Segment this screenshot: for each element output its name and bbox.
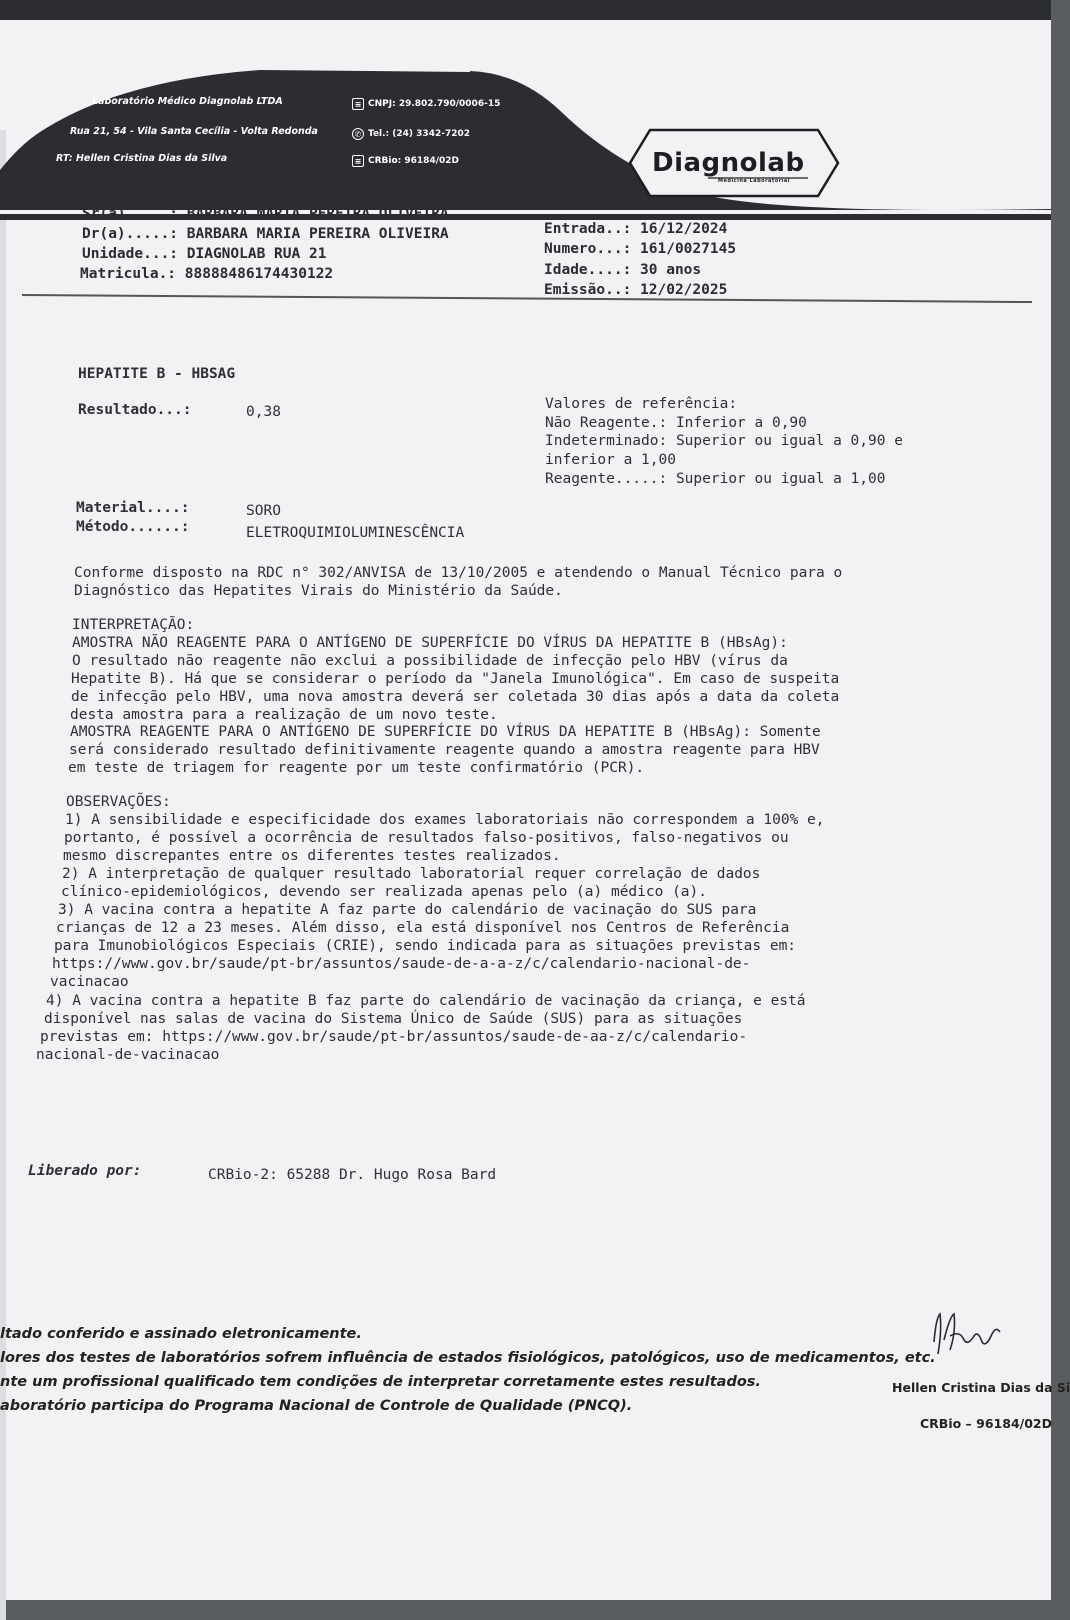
exam-title: HEPATITE B - HBSAG [78, 366, 236, 382]
body-line: disponível nas salas de vacina do Sistema Único de Saúde (SUS) para as situações [44, 1011, 743, 1027]
reference-line-1: Valores de referência: [545, 396, 738, 412]
result-label: Resultado...: [78, 402, 192, 418]
certificate-icon: ≡ [352, 155, 364, 167]
body-line: AMOSTRA NÃO REAGENTE PARA O ANTÍGENO DE SUPERFÍCIE DO VÍRUS DA HEPATITE B (HBsAg): [72, 635, 788, 651]
body-line: para Imunobiológicos Especiais (CRIE), sendo indicada para as situações previstas em: [54, 938, 797, 954]
body-line: 4) A vacina contra a hepatite B faz parte do calendário de vacinação da criança, e está [46, 993, 806, 1009]
body-line: em teste de triagem for reagente por um teste confirmatório (PCR). [68, 760, 645, 776]
patient-idade: Idade....: 30 anos [544, 262, 702, 278]
body-line: Diagnóstico das Hepatites Virais do Ministério da Saúde. [74, 583, 563, 599]
body-line: mesmo discrepantes entre os diferentes testes realizados. [63, 848, 561, 864]
logo-text: Diagnolab [652, 148, 805, 178]
lab-rt: RT: Hellen Cristina Dias da Silva [56, 153, 228, 164]
tel-text: Tel.: (24) 3342-7202 [368, 129, 471, 139]
diagnolab-logo [628, 128, 840, 198]
interpretation-heading: INTERPRETAÇÃO: [72, 617, 195, 633]
header-band [0, 20, 1051, 220]
patient-entrada: Entrada..: 16/12/2024 [544, 221, 728, 237]
footer-line: lores dos testes de laboratórios sofrem influência de estados fisiológicos, patológicos, uso de medicamentos, etc. [0, 1350, 936, 1366]
patient-matricula: Matricula.: 8888848617443012​2 [80, 266, 334, 282]
handwritten-signature [920, 1310, 1010, 1360]
body-line: 3) A vacina contra a hepatite A faz parte do calendário de vacinação do SUS para [58, 902, 757, 918]
page-edge-shadow [0, 130, 6, 1620]
patient-dr: Dr(a).....: BARBARA MARIA PEREIRA OLIVEIRA [82, 226, 449, 242]
signer-crbio: CRBio – 96184/02D [920, 1416, 1052, 1431]
reference-line-3: Indeterminado: Superior ou igual a 0,90 e [545, 433, 903, 449]
cnpj-text: CNPJ: 29.802.790/0006-15 [368, 99, 501, 109]
patient-numero: Numero...: 161/0027145 [544, 241, 737, 257]
body-line: Conforme disposto na RDC n° 302/ANVISA de 13/10/2005 e atendendo o Manual Técnico para o [74, 565, 843, 581]
released-by-value: CRBio-2: 65288 Dr. Hugo Rosa Bard [208, 1167, 497, 1183]
body-line: 1) A sensibilidade e especificidade dos exames laboratoriais não correspondem a 100% e, [65, 812, 825, 828]
body-line: https://www.gov.br/saude/pt-br/assuntos/saude-de-a-a-z/c/calendario-nacional-de- [52, 956, 751, 972]
method-label: Método......: [76, 519, 190, 535]
reference-line-5: Reagente.....: Superior ou igual a 1,00 [545, 471, 886, 487]
body-line: portanto, é possível a ocorrência de resultados falso-positivos, falso-negativos ou [64, 830, 789, 846]
lab-address: Rua 21, 54 - Vila Santa Cecília - Volta Redonda [70, 126, 318, 137]
released-by-label: Liberado por: [28, 1163, 142, 1179]
body-line: Hepatite B). Há que se considerar o período da "Janela Imunológica". Em caso de suspeita [71, 671, 840, 687]
material-label: Material....: [76, 500, 190, 516]
logo-subtitle: Medicina Laboratorial [718, 178, 791, 184]
reference-line-2: Não Reagente.: Inferior a 0,90 [545, 415, 807, 431]
body-line: será considerado resultado definitivamente reagente quando a amostra reagente para HBV [69, 742, 820, 758]
body-line: clínico-epidemiológicos, devendo ser realizada apenas pelo (a) médico (a). [61, 884, 708, 900]
patient-divider [22, 294, 1032, 303]
tel-row [352, 128, 470, 140]
cnpj-row [352, 98, 500, 110]
patient-sr: Sr(a).....: BARBARA MARIA PEREIRA OLIVEIRA [82, 206, 449, 222]
footer-line: aboratório participa do Programa Nacional de Controle de Qualidade (PNCQ). [0, 1398, 633, 1414]
method-value: ELETROQUIMIOLUMINESCÊNCIA [246, 525, 465, 541]
body-line: crianças de 12 a 23 meses. Além disso, ela está disponível nos Centros de Referência [56, 920, 790, 936]
footer-line: nte um profissional qualificado tem condições de interpretar corretamente estes resultados. [0, 1374, 761, 1390]
body-line: O resultado não reagente não exclui a possibilidade de infecção pelo HBV (vírus da [72, 653, 788, 669]
patient-unidade: Unidade...: DIAGNOLAB RUA 21 [82, 246, 327, 262]
body-line: de infecção pelo HBV, uma nova amostra deverá ser coletada 30 dias após a data da coleta [71, 689, 840, 705]
body-line: vacinacao [50, 974, 129, 990]
phone-icon: ✆ [352, 128, 364, 140]
body-line: desta amostra para a realização de um novo teste. [70, 707, 498, 723]
patient-emissao: Emissão..: 12/02/2025 [544, 282, 728, 298]
observations-heading: OBSERVAÇÕES: [66, 794, 171, 810]
footer-line: ltado conferido e assinado eletronicamente. [0, 1326, 362, 1342]
body-line: AMOSTRA REAGENTE PARA O ANTÍGENO DE SUPERFÍCIE DO VÍRUS DA HEPATITE B (HBsAg): Somente [70, 724, 821, 740]
body-line: previstas em: https://www.gov.br/saude/pt-br/assuntos/saude-de-aa-z/c/calendario- [40, 1029, 748, 1045]
crbio-text: CRBio: 96184/02D [368, 156, 459, 166]
crbio-row [352, 155, 459, 167]
result-value: 0,38 [246, 404, 281, 420]
lab-report-page [0, 20, 1070, 1600]
signer-name: Hellen Cristina Dias da Si [892, 1380, 1070, 1395]
body-line: nacional-de-vacinacao [36, 1047, 220, 1063]
material-value: SORO [246, 503, 281, 519]
document-icon: ≡ [352, 98, 364, 110]
reference-line-4: inferior a 1,00 [545, 452, 676, 468]
lab-name: Laboratório Médico Diagnolab LTDA [92, 96, 283, 107]
body-line: 2) A interpretação de qualquer resultado laboratorial requer correlação de dados [62, 866, 761, 882]
